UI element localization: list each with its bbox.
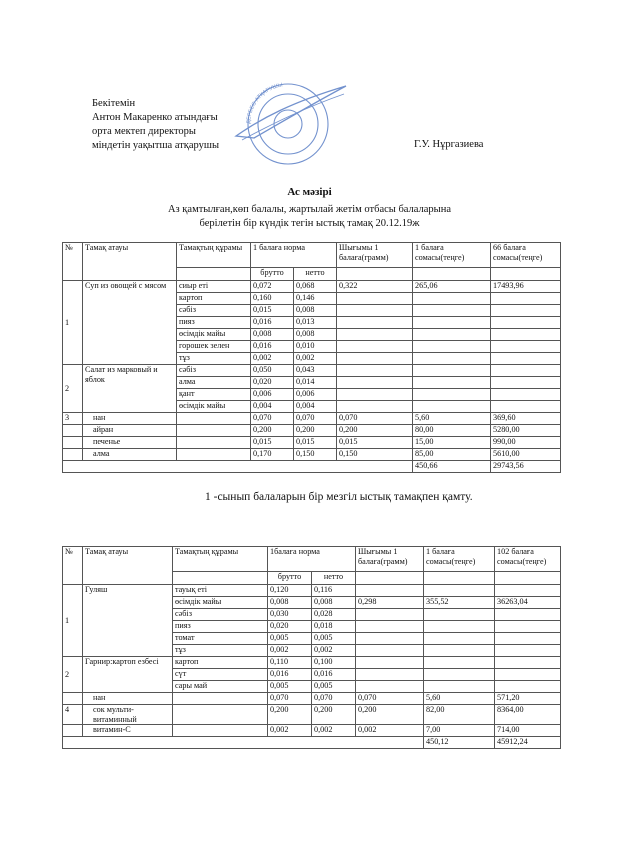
item-name: витамин-С	[83, 725, 173, 737]
total-row	[63, 737, 561, 749]
value-cell: 0,015	[294, 437, 337, 449]
empty-cell	[177, 425, 251, 437]
value-cell: 355,52	[424, 597, 495, 609]
header-name: Тамақ атауы	[83, 243, 177, 281]
value-cell	[495, 681, 561, 693]
value-cell	[413, 293, 491, 305]
value-cell: 0,008	[294, 305, 337, 317]
value-cell	[424, 681, 495, 693]
value-cell: 0,005	[268, 681, 312, 693]
value-cell: 0,150	[337, 449, 413, 461]
value-cell: 0,072	[251, 281, 294, 293]
dish-number: 2	[63, 365, 83, 413]
ingredient-row	[63, 281, 561, 293]
empty-cell	[177, 437, 251, 449]
value-cell: 0,005	[312, 681, 356, 693]
item-name: айран	[83, 425, 177, 437]
ingredient-name: картоп	[177, 293, 251, 305]
value-cell	[337, 365, 413, 377]
value-cell: 0,030	[268, 609, 312, 621]
approve-line: Бекітемін	[92, 98, 136, 109]
item-number: 3	[63, 413, 83, 425]
value-cell	[495, 657, 561, 669]
value-cell: 0,146	[294, 293, 337, 305]
item-number	[63, 449, 83, 461]
value-cell	[356, 681, 424, 693]
item-number	[63, 437, 83, 449]
value-cell: 15,00	[413, 437, 491, 449]
empty-cell	[173, 725, 268, 737]
value-cell: 0,005	[312, 633, 356, 645]
ingredient-name: сары май	[173, 681, 268, 693]
total-row	[63, 461, 561, 473]
header-empty	[495, 572, 561, 585]
empty-cell	[177, 449, 251, 461]
value-cell	[337, 293, 413, 305]
header-composition: Тамақтың құрамы	[177, 243, 251, 268]
header-netto: нетто	[294, 268, 337, 281]
value-cell: 36263,04	[495, 597, 561, 609]
value-cell: 714,00	[495, 725, 561, 737]
ingredient-name: картоп	[173, 657, 268, 669]
value-cell	[337, 341, 413, 353]
value-cell	[491, 365, 561, 377]
header-empty	[491, 268, 561, 281]
value-cell: 5610,00	[491, 449, 561, 461]
value-cell: 0,016	[312, 669, 356, 681]
value-cell: 0,322	[337, 281, 413, 293]
value-cell	[356, 609, 424, 621]
value-cell: 0,150	[294, 449, 337, 461]
value-cell	[413, 341, 491, 353]
value-cell	[491, 377, 561, 389]
value-cell	[495, 669, 561, 681]
value-cell	[356, 645, 424, 657]
value-cell: 0,008	[268, 597, 312, 609]
header-sum-all: 66 балаға сомасы(теңге)	[491, 243, 561, 268]
total-sum-one: 450,66	[413, 461, 491, 473]
approve-line: Антон Макаренко атындағы	[92, 112, 218, 123]
value-cell	[356, 657, 424, 669]
item-name: алма	[83, 449, 177, 461]
value-cell: 5,60	[413, 413, 491, 425]
value-cell: 0,004	[251, 401, 294, 413]
ingredient-name: сиыр еті	[177, 281, 251, 293]
value-cell: 571,20	[495, 693, 561, 705]
value-cell: 0,200	[294, 425, 337, 437]
ingredient-name: сүт	[173, 669, 268, 681]
value-cell: 0,014	[294, 377, 337, 389]
ingredient-name: сәбіз	[177, 365, 251, 377]
dish-number: 2	[63, 657, 83, 693]
value-cell	[495, 585, 561, 597]
value-cell: 0,068	[294, 281, 337, 293]
item-row	[63, 413, 561, 425]
value-cell: 0,015	[251, 437, 294, 449]
value-cell: 265,06	[413, 281, 491, 293]
value-cell	[413, 389, 491, 401]
value-cell	[413, 377, 491, 389]
dish-name: Салат из марковый и яблок	[83, 365, 177, 413]
value-cell: 0,015	[337, 437, 413, 449]
item-name: печенье	[83, 437, 177, 449]
dish-name: Суп из овощей с мясом	[83, 281, 177, 365]
item-number: 4	[63, 705, 83, 725]
value-cell	[491, 389, 561, 401]
value-cell	[424, 645, 495, 657]
ingredient-name: пияз	[173, 621, 268, 633]
value-cell: 0,120	[268, 585, 312, 597]
value-cell	[413, 353, 491, 365]
value-cell	[491, 401, 561, 413]
director-name: Г.У. Нұргазиева	[414, 139, 484, 150]
value-cell	[337, 305, 413, 317]
value-cell	[413, 329, 491, 341]
value-cell: 0,070	[312, 693, 356, 705]
value-cell: 0,002	[251, 353, 294, 365]
value-cell	[337, 401, 413, 413]
dish-number: 1	[63, 281, 83, 365]
header-num: №	[63, 243, 83, 281]
menu-table-2	[62, 546, 561, 749]
value-cell	[491, 305, 561, 317]
menu-table-1	[62, 242, 561, 473]
value-cell: 0,200	[356, 705, 424, 725]
header-empty	[177, 268, 251, 281]
ingredient-name: горошек зелен	[177, 341, 251, 353]
header-composition: Тамақтың құрамы	[173, 547, 268, 572]
value-cell: 0,008	[312, 597, 356, 609]
value-cell: 0,006	[251, 389, 294, 401]
value-cell: 0,002	[312, 725, 356, 737]
class-note: 1 -сынып балаларын бір мезгіл ыстық тамақпен қамту.	[205, 491, 473, 503]
value-cell	[424, 669, 495, 681]
value-cell: 0,010	[294, 341, 337, 353]
item-row	[63, 437, 561, 449]
empty-cell	[173, 693, 268, 705]
value-cell: 0,100	[312, 657, 356, 669]
value-cell	[495, 645, 561, 657]
value-cell	[495, 621, 561, 633]
value-cell	[491, 341, 561, 353]
value-cell	[413, 401, 491, 413]
header-empty	[173, 572, 268, 585]
value-cell	[495, 633, 561, 645]
approval-block	[92, 97, 219, 153]
value-cell	[495, 609, 561, 621]
value-cell: 990,00	[491, 437, 561, 449]
value-cell: 0,200	[337, 425, 413, 437]
value-cell: 0,028	[312, 609, 356, 621]
value-cell: 0,016	[268, 669, 312, 681]
value-cell: 0,002	[294, 353, 337, 365]
value-cell: 0,008	[294, 329, 337, 341]
dish-name: Гарнир:картоп езбесі	[83, 657, 173, 693]
approve-line: міндетін уақытша атқарушы	[92, 140, 220, 151]
ingredient-name: алма	[177, 377, 251, 389]
header-brutto: брутто	[251, 268, 294, 281]
value-cell	[413, 317, 491, 329]
ingredient-name: өсімдік майы	[177, 329, 251, 341]
total-label-cell	[63, 461, 413, 473]
dish-name: Гуляш	[83, 585, 173, 657]
value-cell	[424, 585, 495, 597]
header-norm: 1балаға норма	[268, 547, 356, 572]
value-cell: 0,298	[356, 597, 424, 609]
item-number	[63, 425, 83, 437]
ingredient-name: өсімдік майы	[173, 597, 268, 609]
value-cell: 0,002	[268, 645, 312, 657]
value-cell	[356, 669, 424, 681]
item-number	[63, 725, 83, 737]
value-cell: 0,070	[251, 413, 294, 425]
ingredient-row	[63, 365, 561, 377]
value-cell: 0,002	[312, 645, 356, 657]
ingredient-name: тауық еті	[173, 585, 268, 597]
value-cell	[337, 389, 413, 401]
total-sum-one: 450,12	[424, 737, 495, 749]
value-cell: 0,018	[312, 621, 356, 633]
value-cell	[424, 657, 495, 669]
value-cell: 369,60	[491, 413, 561, 425]
value-cell: 82,00	[424, 705, 495, 725]
ingredient-name: қант	[177, 389, 251, 401]
ingredient-row	[63, 585, 561, 597]
value-cell: 0,200	[251, 425, 294, 437]
value-cell: 0,002	[356, 725, 424, 737]
value-cell: 85,00	[413, 449, 491, 461]
seal-text: ДЕРБЕС АТҚАРУШЫ	[245, 82, 284, 125]
value-cell: 0,020	[268, 621, 312, 633]
value-cell	[491, 317, 561, 329]
value-cell	[424, 621, 495, 633]
value-cell: 0,070	[356, 693, 424, 705]
value-cell: 5280,00	[491, 425, 561, 437]
header-brutto: брутто	[268, 572, 312, 585]
value-cell: 0,006	[294, 389, 337, 401]
value-cell	[337, 353, 413, 365]
value-cell: 0,016	[251, 317, 294, 329]
value-cell	[424, 609, 495, 621]
value-cell: 0,004	[294, 401, 337, 413]
value-cell	[491, 293, 561, 305]
value-cell: 17493,96	[491, 281, 561, 293]
ingredient-name: тұз	[177, 353, 251, 365]
value-cell	[413, 305, 491, 317]
value-cell	[337, 377, 413, 389]
value-cell: 5,60	[424, 693, 495, 705]
item-number	[63, 693, 83, 705]
value-cell: 0,116	[312, 585, 356, 597]
empty-cell	[173, 705, 268, 725]
item-row	[63, 725, 561, 737]
value-cell	[337, 329, 413, 341]
header-num: №	[63, 547, 83, 585]
value-cell: 0,050	[251, 365, 294, 377]
value-cell: 80,00	[413, 425, 491, 437]
approve-line: орта мектеп директоры	[92, 126, 196, 137]
header-row	[63, 547, 561, 572]
total-sum-all: 45912,24	[495, 737, 561, 749]
header-sum-one: 1 балаға сомасы(теңге)	[413, 243, 491, 268]
value-cell	[413, 365, 491, 377]
value-cell: 0,013	[294, 317, 337, 329]
ingredient-name: сәбіз	[173, 609, 268, 621]
header-netto: нетто	[312, 572, 356, 585]
ingredient-row	[63, 657, 561, 669]
ingredient-name: пияз	[177, 317, 251, 329]
value-cell: 0,200	[268, 705, 312, 725]
ingredient-name: сәбіз	[177, 305, 251, 317]
value-cell: 0,070	[294, 413, 337, 425]
value-cell: 0,160	[251, 293, 294, 305]
value-cell: 0,070	[268, 693, 312, 705]
item-row	[63, 693, 561, 705]
dish-number: 1	[63, 585, 83, 657]
value-cell: 0,043	[294, 365, 337, 377]
ingredient-name: өсімдік майы	[177, 401, 251, 413]
total-label-cell	[63, 737, 424, 749]
menu-title: Ас мәзірі	[287, 186, 332, 198]
header-sum-all: 102 балаға сомасы(теңге)	[495, 547, 561, 572]
item-row	[63, 705, 561, 725]
value-cell: 8364,00	[495, 705, 561, 725]
value-cell	[356, 621, 424, 633]
value-cell	[356, 633, 424, 645]
header-name: Тамақ атауы	[83, 547, 173, 585]
item-row	[63, 449, 561, 461]
total-sum-all: 29743,56	[491, 461, 561, 473]
header-empty	[413, 268, 491, 281]
item-name: сок мульти-витаминный	[83, 705, 173, 725]
item-row	[63, 425, 561, 437]
header-sum-one: 1 балаға сомасы(теңге)	[424, 547, 495, 572]
ingredient-name: томат	[173, 633, 268, 645]
value-cell	[337, 317, 413, 329]
value-cell	[356, 585, 424, 597]
header-consumption: Шығымы 1 балаға(грамм)	[356, 547, 424, 572]
value-cell	[424, 633, 495, 645]
header-empty	[424, 572, 495, 585]
value-cell	[491, 329, 561, 341]
header-norm: 1 балаға норма	[251, 243, 337, 268]
value-cell: 0,002	[268, 725, 312, 737]
value-cell: 0,110	[268, 657, 312, 669]
header-consumption: Шығымы 1 балаға(грамм)	[337, 243, 413, 268]
header-empty	[337, 268, 413, 281]
ingredient-name: тұз	[173, 645, 268, 657]
value-cell: 0,008	[251, 329, 294, 341]
subtitle-line-1: Аз қамтылған,көп балалы, жартылай жетім отбасы балаларына	[167, 204, 452, 215]
item-name: нан	[83, 413, 177, 425]
header-row	[63, 243, 561, 268]
header-empty	[356, 572, 424, 585]
empty-cell	[177, 413, 251, 425]
value-cell: 0,170	[251, 449, 294, 461]
value-cell: 0,016	[251, 341, 294, 353]
value-cell: 0,070	[337, 413, 413, 425]
subtitle-line-2: берілетін бір күндік тегін ыстық тамақ 20.12.19ж	[199, 218, 420, 229]
value-cell: 0,200	[312, 705, 356, 725]
value-cell: 0,015	[251, 305, 294, 317]
item-name: нан	[83, 693, 173, 705]
value-cell: 0,005	[268, 633, 312, 645]
value-cell	[491, 353, 561, 365]
stamp-signature	[232, 78, 350, 166]
value-cell: 7,00	[424, 725, 495, 737]
value-cell: 0,020	[251, 377, 294, 389]
